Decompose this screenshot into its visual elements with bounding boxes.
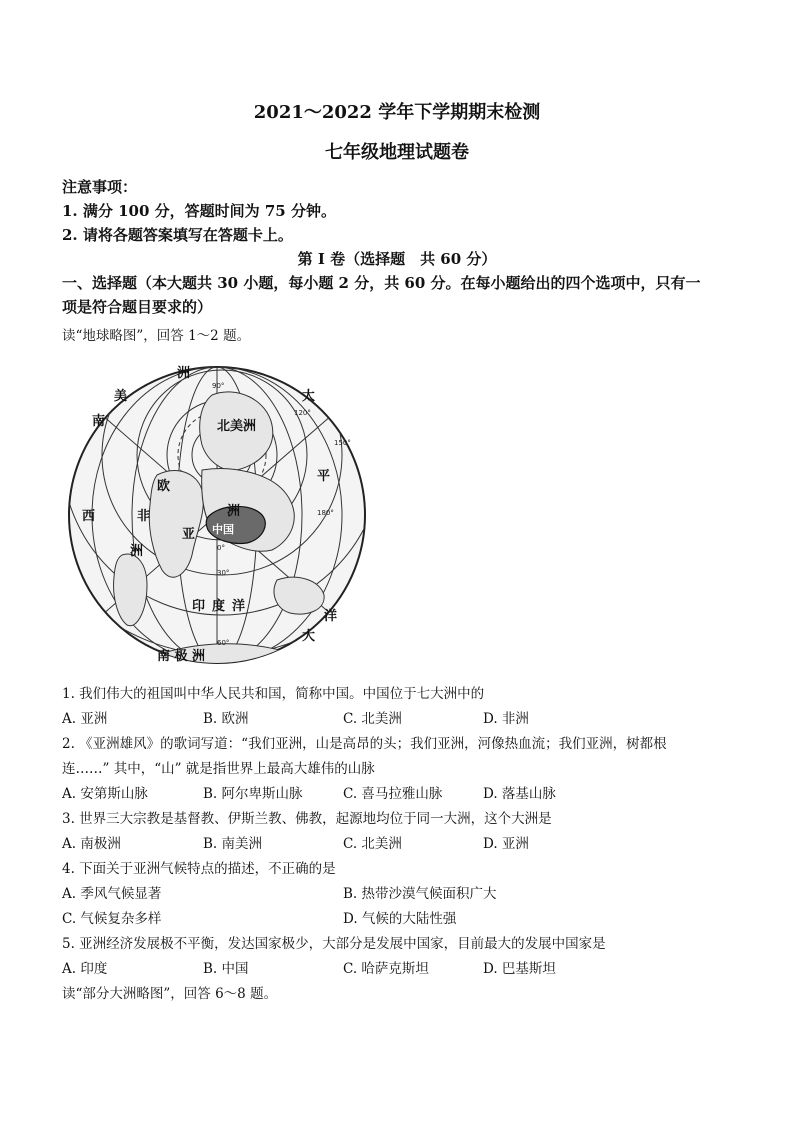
question-5-stem: 5. 亚洲经济发展极不平衡，发达国家极少，大部分是发展中国家，目前最大的发展中国家是	[62, 936, 606, 952]
label-china: 中国	[212, 523, 234, 536]
question-2-option-c[interactable]: C. 喜马拉雅山脉	[343, 786, 443, 802]
label-north-america: 北美洲	[217, 419, 257, 434]
question-2-option-a[interactable]: A. 安第斯山脉	[62, 786, 148, 802]
label-deg-30: 30°	[217, 569, 230, 577]
exam-title: 2021～2022 学年下学期期末检测	[253, 102, 541, 123]
exam-subtitle: 七年级地理试题卷	[325, 142, 469, 163]
label-du: 度	[212, 599, 226, 614]
read-map-instruction-2: 读“部分大洲略图”，回答 6～8 题。	[62, 986, 278, 1002]
notes-heading: 注意事项：	[62, 178, 138, 196]
label-yin: 印	[192, 599, 206, 614]
label-deg-180: 180°	[317, 509, 334, 517]
question-3-stem: 3. 世界三大宗教是基督教、伊斯兰教、佛教，起源地均位于同一大洲，这个大洲是	[62, 811, 552, 827]
label-xi: 西	[82, 509, 96, 524]
question-1-stem: 1. 我们伟大的祖国叫中华人民共和国，简称中国。中国位于七大洲中的	[62, 686, 485, 702]
label-zhou-africa: 洲	[130, 544, 144, 559]
label-deg-0: 0°	[217, 544, 225, 552]
label-mei: 美	[114, 389, 128, 404]
label-deg-90: 90°	[212, 382, 225, 390]
label-ping: 平	[317, 469, 331, 484]
question-3-option-a[interactable]: A. 南极洲	[62, 836, 121, 852]
label-zhou-top: 洲	[177, 366, 191, 381]
question-2-option-b[interactable]: B. 阿尔卑斯山脉	[203, 786, 303, 802]
question-4-option-c[interactable]: C. 气候复杂多样	[62, 911, 162, 927]
question-5-option-a[interactable]: A. 印度	[62, 961, 108, 977]
question-2-stem-cont: 连……” 其中，“山” 就是指世界上最高大雄伟的山脉	[62, 761, 375, 777]
question-5-option-b[interactable]: B. 中国	[203, 961, 249, 977]
question-2-option-d[interactable]: D. 落基山脉	[483, 786, 556, 802]
question-3-option-d[interactable]: D. 亚洲	[483, 836, 529, 852]
label-da: 大	[302, 629, 316, 644]
label-yang: 洋	[232, 599, 246, 614]
globe-map-svg	[62, 355, 372, 675]
label-deg-120: 120°	[294, 409, 311, 417]
question-5-option-c[interactable]: C. 哈萨克斯坦	[343, 961, 429, 977]
question-3-option-c[interactable]: C. 北美洲	[343, 836, 402, 852]
label-europe: 欧	[157, 479, 171, 494]
question-4-option-a[interactable]: A. 季风气候显著	[62, 886, 162, 902]
label-nan: 南	[92, 414, 106, 429]
question-1-option-d[interactable]: D. 非洲	[483, 711, 529, 727]
question-1-option-a[interactable]: A. 亚洲	[62, 711, 108, 727]
label-deg-150: 150°	[334, 439, 351, 447]
note-item-1: 1. 满分 100 分，答题时间为 75 分钟。	[62, 202, 336, 220]
label-asia: 亚	[182, 527, 196, 542]
question-5-option-d[interactable]: D. 巴基斯坦	[483, 961, 556, 977]
section-title: 第 I 卷（选择题 共 60 分）	[297, 250, 497, 268]
question-3-option-b[interactable]: B. 南美洲	[203, 836, 263, 852]
globe-map-figure	[62, 355, 372, 675]
note-item-2: 2. 请将各题答案填写在答题卡上。	[62, 226, 293, 244]
read-map-instruction: 读“地球略图”，回答 1～2 题。	[62, 328, 251, 344]
label-yang-2: 洋	[324, 609, 338, 624]
section-instruction-line-1: 一、选择题（本大题共 30 小题，每小题 2 分，共 60 分。在每小题给出的四个选项中，只有一	[62, 274, 701, 292]
label-africa: 非	[137, 509, 151, 524]
label-antarctica: 南 极 洲	[157, 649, 206, 664]
label-deg-60: 60°	[217, 639, 230, 647]
question-4-option-d[interactable]: D. 气候的大陆性强	[343, 911, 457, 927]
question-4-stem: 4. 下面关于亚洲气候特点的描述，不正确的是	[62, 861, 336, 877]
label-zhou-asia: 洲	[227, 504, 241, 519]
question-1-option-c[interactable]: C. 北美洲	[343, 711, 402, 727]
section-instruction-line-2: 项是符合题目要求的）	[62, 298, 213, 316]
question-4-option-b[interactable]: B. 热带沙漠气候面积广大	[343, 886, 497, 902]
label-tai: 太	[302, 389, 316, 404]
question-1-option-b[interactable]: B. 欧洲	[203, 711, 249, 727]
question-2-stem: 2. 《亚洲雄风》的歌词写道：“我们亚洲，山是高昂的头；我们亚洲，河像热血流；我们亚洲，树都根	[62, 736, 667, 752]
